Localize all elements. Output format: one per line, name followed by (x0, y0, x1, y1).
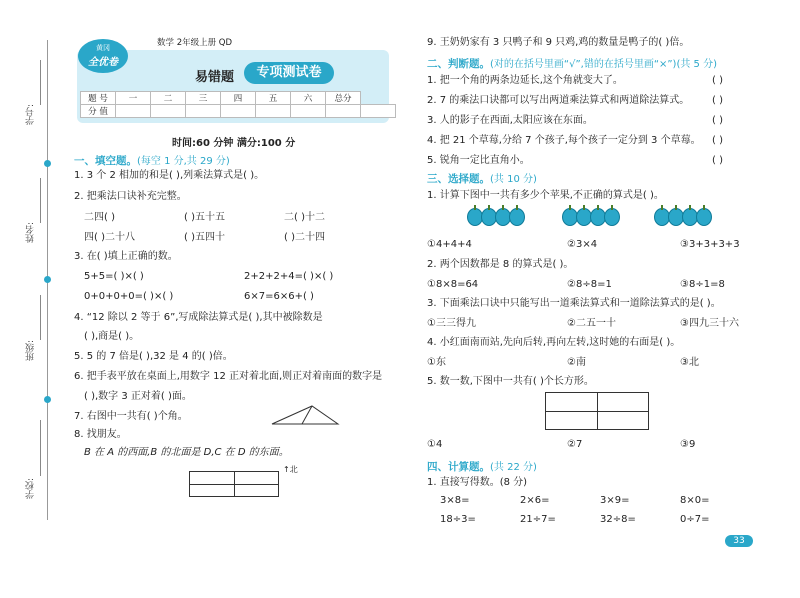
choice-option[interactable]: ①三三得九 (427, 318, 476, 329)
cut-dot (44, 396, 51, 403)
triangle-figure (270, 404, 340, 426)
q2-item: 四( )二十八 (84, 232, 135, 243)
q2-item: ( )二十四 (284, 232, 325, 243)
title-right: 专项测试卷 (244, 62, 334, 84)
logo-top: 黄冈 (96, 44, 110, 52)
q2-item: 二四( ) (84, 212, 115, 223)
score-col: 四 (221, 92, 256, 105)
question-3: 3. 在( )填上正确的数。 (74, 251, 178, 262)
question-7: 7. 右图中一共有( )个角。 (74, 411, 188, 422)
score-col: 二 (151, 92, 186, 105)
apple-group (467, 208, 523, 234)
question-6a: 6. 把手表平放在桌面上,用数字 12 正对着北面,则正对着南面的数字是 (74, 371, 383, 382)
logo-main: 全优卷 (88, 57, 118, 68)
section-title: 四、计算题。 (427, 461, 490, 473)
calc-item[interactable]: 3×9= (600, 495, 630, 506)
choice-option[interactable]: ①8×8=64 (427, 279, 479, 290)
time-info: 时间:60 分钟 满分:100 分 (172, 138, 296, 149)
choice-option[interactable]: ③3+3+3+3 (680, 239, 740, 250)
choice-option[interactable]: ②南 (567, 357, 586, 368)
choice-option[interactable]: ③8÷1=8 (680, 279, 725, 290)
choice-option[interactable]: ③北 (680, 357, 699, 368)
page-number: 33 (725, 535, 753, 547)
q3-item: 0+0+0+0=( )×( ) (84, 291, 174, 302)
north-arrow-icon: ↑ (283, 465, 290, 474)
grid-figure (189, 471, 279, 497)
cut-dot (44, 276, 51, 283)
judge-item: 5. 锐角一定比直角小。 (427, 155, 530, 166)
question-4a: 4. “12 除以 2 等于 6”,写成除法算式是( ),其中被除数是 (74, 312, 323, 323)
choice-option[interactable]: ①4 (427, 439, 443, 450)
north-marker (283, 464, 298, 475)
section-note: (每空 1 分,共 29 分) (137, 156, 230, 167)
question-8-desc: B 在 A 的西面,B 的北面是 D,C 在 D 的东面。 (84, 447, 289, 458)
title-left: 易错题 (195, 70, 235, 85)
section-title: 一、填空题。 (74, 155, 137, 167)
question-9: 9. 王奶奶家有 3 只鸭子和 9 只鸡,鸡的数量是鸭子的( )倍。 (427, 37, 690, 48)
score-col: 总分 (326, 92, 361, 105)
choice-1: 1. 计算下图中一共有多少个苹果,不正确的算式是( )。 (427, 190, 664, 201)
choice-option[interactable]: ①4+4+4 (427, 239, 472, 250)
class-label: 班级: (26, 340, 36, 362)
calc-item[interactable]: 8×0= (680, 495, 710, 506)
choice-option[interactable]: ③四九三十六 (680, 318, 739, 329)
class-field[interactable] (40, 295, 41, 340)
choice-4: 4. 小红面南而站,先向后转,再向左转,这时她的右面是( )。 (427, 337, 681, 348)
score-cell[interactable] (221, 105, 256, 118)
q3-item: 5+5=( )×( ) (84, 271, 144, 282)
score-col: 五 (256, 92, 291, 105)
choice-option[interactable]: ②3×4 (567, 239, 598, 250)
score-col: 一 (116, 92, 151, 105)
calc-item[interactable]: 18÷3= (440, 514, 476, 525)
apple-icon (604, 208, 620, 226)
apple-icon (696, 208, 712, 226)
question-5: 5. 5 的 7 倍是( ),32 是 4 的( )倍。 (74, 351, 233, 362)
q3-item: 2+2+2+4=( )×( ) (244, 271, 334, 282)
choice-option[interactable]: ②7 (567, 439, 583, 450)
name-label: 姓名: (26, 222, 36, 244)
name-field[interactable] (40, 178, 41, 223)
score-cell[interactable] (151, 105, 186, 118)
score-cell[interactable] (186, 105, 221, 118)
book-meta: 数学 2年级上册 QD (157, 38, 233, 48)
score-cell[interactable] (256, 105, 291, 118)
score-col: 六 (291, 92, 326, 105)
north-label: 北 (289, 465, 298, 474)
student-id-field[interactable] (40, 60, 41, 105)
rectangle-figure (545, 392, 649, 430)
choice-3: 3. 下面乘法口诀中只能写出一道乘法算式和一道除法算式的是( )。 (427, 298, 721, 309)
section-title: 三、选择题。 (427, 173, 490, 185)
choice-option[interactable]: ②二五一十 (567, 318, 616, 329)
judge-answer[interactable]: ( ) (712, 155, 723, 166)
choice-5: 5. 数一数,下图中一共有( )个长方形。 (427, 376, 594, 387)
calc-item[interactable]: 0÷7= (680, 514, 710, 525)
apple-group (562, 208, 618, 234)
score-row-label: 题 号 (81, 92, 116, 105)
score-table (80, 91, 396, 118)
section-note: (共 10 分) (490, 174, 537, 185)
choice-option[interactable]: ①东 (427, 357, 446, 368)
question-6b: ( ),数字 3 正对着( )面。 (84, 391, 192, 402)
choice-2: 2. 两个因数都是 8 的算式是( )。 (427, 259, 574, 270)
q2-item: ( )五十五 (184, 212, 225, 223)
choice-option[interactable]: ③9 (680, 439, 696, 450)
question-4b: ( ),商是( )。 (84, 331, 140, 342)
section-4-title (427, 458, 537, 474)
value-row-label: 分 值 (81, 105, 116, 118)
score-cell[interactable] (116, 105, 151, 118)
apple-icon (509, 208, 525, 226)
judge-answer[interactable]: ( ) (712, 115, 723, 126)
score-cell[interactable] (361, 105, 396, 118)
judge-item: 2. 7 的乘法口诀都可以写出两道乘法算式和两道除法算式。 (427, 95, 690, 106)
question-1: 1. 3 个 2 相加的和是( ),列乘法算式是( )。 (74, 170, 265, 181)
judge-item: 3. 人的影子在西面,太阳应该在东面。 (427, 115, 593, 126)
calc-item[interactable]: 3×8= (440, 495, 470, 506)
calc-1: 1. 直接写得数。(8 分) (427, 477, 528, 488)
q2-item: ( )五四十 (184, 232, 225, 243)
section-1-title (74, 152, 230, 168)
judge-item: 4. 把 21 个草莓,分给 7 个孩子,每个孩子一定分到 3 个草莓。 (427, 135, 701, 146)
judge-item: 1. 把一个角的两条边延长,这个角就变大了。 (427, 75, 623, 86)
school-label: 学校: (26, 478, 36, 500)
apple-group (654, 208, 710, 234)
section-3-title (427, 170, 537, 186)
question-8: 8. 找朋友。 (74, 429, 127, 440)
section-note: (对的在括号里画“√”,错的在括号里画“×”)(共 5 分) (490, 59, 717, 70)
score-cell[interactable] (326, 105, 361, 118)
section-note: (共 22 分) (490, 462, 537, 473)
calc-item[interactable]: 2×6= (520, 495, 550, 506)
logo (78, 39, 128, 73)
q2-item: 二( )十二 (284, 212, 325, 223)
judge-answer[interactable]: ( ) (712, 95, 723, 106)
section-title: 二、判断题。 (427, 58, 490, 70)
school-field[interactable] (40, 420, 41, 476)
student-id-label: 学号: (26, 104, 36, 126)
judge-answer[interactable]: ( ) (712, 135, 723, 146)
section-2-title (427, 55, 717, 71)
q3-item: 6×7=6×6+( ) (244, 291, 314, 302)
calc-item[interactable]: 21÷7= (520, 514, 556, 525)
judge-answer[interactable]: ( ) (712, 75, 723, 86)
choice-option[interactable]: ②8÷8=1 (567, 279, 612, 290)
score-cell[interactable] (291, 105, 326, 118)
question-2: 2. 把乘法口诀补充完整。 (74, 191, 187, 202)
cut-dot (44, 160, 51, 167)
score-col: 三 (186, 92, 221, 105)
calc-item[interactable]: 32÷8= (600, 514, 636, 525)
